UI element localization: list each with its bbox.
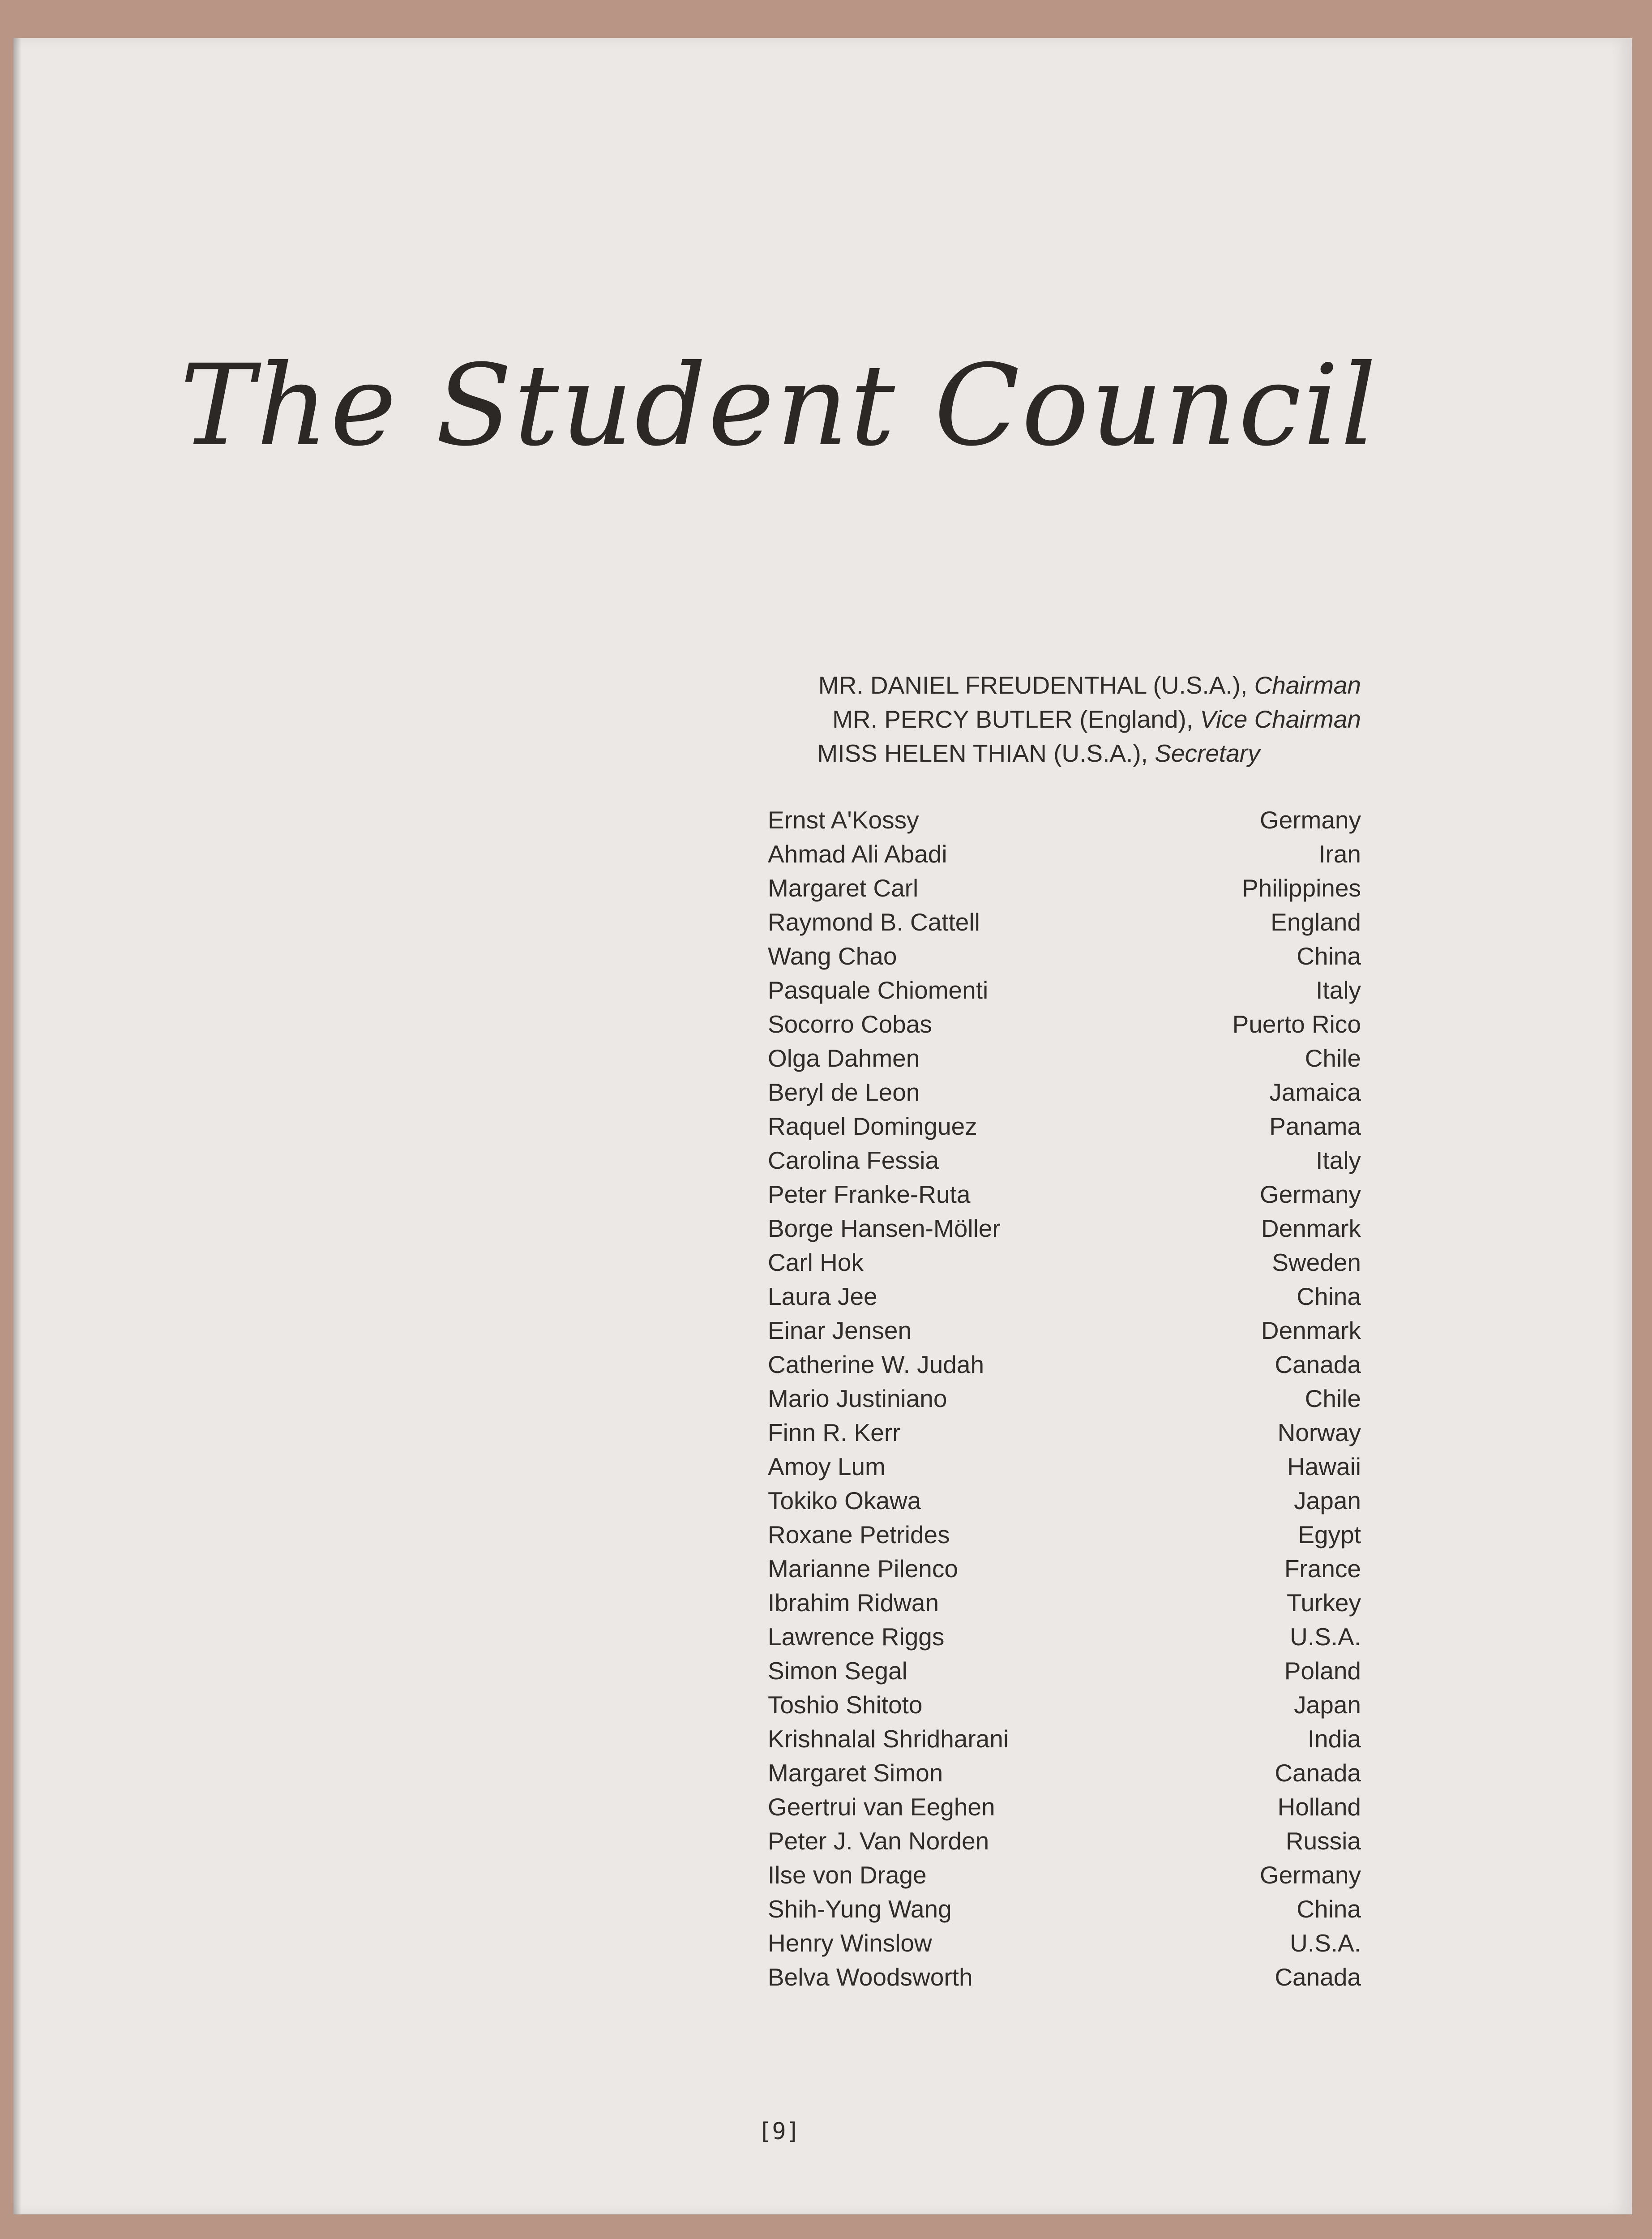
member-country: Chile (1305, 1044, 1361, 1072)
member-country: Egypt (1298, 1521, 1361, 1548)
member-name: Shih-Yung Wang (768, 1895, 952, 1923)
member-name: Pasquale Chiomenti (768, 976, 989, 1004)
member-name: Marianne Pilenco (768, 1555, 958, 1583)
member-row (768, 1450, 1361, 1484)
member-country: Germany (1259, 806, 1361, 834)
member-name: Lawrence Riggs (768, 1623, 945, 1651)
member-row (768, 1041, 1361, 1075)
member-row (768, 1245, 1361, 1279)
member-country: Canada (1275, 1963, 1361, 1991)
officer-name: MR. PERCY BUTLER (England), (832, 705, 1200, 733)
page-number: [9] (758, 2118, 800, 2145)
member-row (768, 1824, 1361, 1858)
member-country: Japan (1294, 1691, 1361, 1719)
member-country: Denmark (1261, 1317, 1361, 1344)
member-country: Norway (1277, 1419, 1361, 1446)
member-name: Henry Winslow (768, 1929, 932, 1957)
member-row (768, 1756, 1361, 1790)
member-name: Ahmad Ali Abadi (768, 840, 947, 868)
member-row (768, 1722, 1361, 1756)
member-row (768, 803, 1361, 837)
member-name: Margaret Simon (768, 1759, 943, 1787)
member-row (768, 1586, 1361, 1620)
member-country: Holland (1277, 1793, 1361, 1821)
member-row (768, 1484, 1361, 1518)
member-name: Toshio Shitoto (768, 1691, 923, 1719)
member-row (768, 1279, 1361, 1313)
member-row (768, 1552, 1361, 1586)
member-row (768, 871, 1361, 905)
member-name: Raymond B. Cattell (768, 908, 980, 936)
member-row (768, 1143, 1361, 1177)
member-row (768, 1109, 1361, 1143)
member-row (768, 1858, 1361, 1892)
member-name: Ilse von Drage (768, 1861, 927, 1889)
member-country: Italy (1316, 1146, 1361, 1174)
member-list (768, 803, 1361, 1994)
member-name: Roxane Petrides (768, 1521, 950, 1548)
member-row (768, 1892, 1361, 1926)
member-name: Ernst A'Kossy (768, 806, 919, 834)
officer-name: MISS HELEN THIAN (U.S.A.), (817, 739, 1155, 767)
member-row (768, 1654, 1361, 1688)
member-country: France (1284, 1555, 1361, 1583)
officer-chairman (761, 671, 1361, 699)
member-country: China (1297, 942, 1361, 970)
member-country: Panama (1269, 1112, 1361, 1140)
member-row (768, 973, 1361, 1007)
member-name: Beryl de Leon (768, 1078, 920, 1106)
member-country: Jamaica (1269, 1078, 1361, 1106)
officer-role: Secretary (1155, 739, 1260, 767)
member-row (768, 1313, 1361, 1347)
member-name: Simon Segal (768, 1657, 907, 1685)
member-name: Krishnalal Shridharani (768, 1725, 1009, 1753)
member-row (768, 1347, 1361, 1381)
member-row (768, 1620, 1361, 1654)
member-row (768, 1381, 1361, 1415)
member-country: U.S.A. (1290, 1623, 1361, 1651)
member-name: Amoy Lum (768, 1453, 886, 1480)
member-row (768, 1075, 1361, 1109)
member-name: Socorro Cobas (768, 1010, 932, 1038)
member-country: Russia (1285, 1827, 1361, 1855)
member-name: Carl Hok (768, 1248, 864, 1276)
member-country: China (1297, 1282, 1361, 1310)
member-country: Canada (1275, 1759, 1361, 1787)
member-name: Margaret Carl (768, 874, 919, 902)
member-name: Geertrui van Eeghen (768, 1793, 995, 1821)
member-country: Philippines (1241, 874, 1361, 902)
member-row (768, 939, 1361, 973)
officer-role: Chairman (1254, 671, 1361, 699)
member-name: Olga Dahmen (768, 1044, 920, 1072)
member-country: Germany (1259, 1861, 1361, 1889)
member-row (768, 1211, 1361, 1245)
member-country: India (1307, 1725, 1361, 1753)
member-country: Turkey (1286, 1589, 1361, 1617)
member-country: China (1297, 1895, 1361, 1923)
officer-secretary (761, 739, 1316, 768)
member-name: Tokiko Okawa (768, 1487, 921, 1514)
officer-vice-chairman (761, 705, 1361, 733)
member-row (768, 905, 1361, 939)
member-country: Japan (1294, 1487, 1361, 1514)
officer-role: Vice Chairman (1200, 705, 1361, 733)
member-country: Poland (1284, 1657, 1361, 1685)
member-name: Mario Justiniano (768, 1385, 947, 1412)
member-row (768, 1790, 1361, 1824)
member-row (768, 1926, 1361, 1960)
member-name: Raquel Dominguez (768, 1112, 977, 1140)
member-country: Iran (1318, 840, 1361, 868)
member-country: Chile (1305, 1385, 1361, 1412)
member-row (768, 1688, 1361, 1722)
member-row (768, 837, 1361, 871)
member-country: U.S.A. (1290, 1929, 1361, 1957)
member-name: Laura Jee (768, 1282, 877, 1310)
member-name: Catherine W. Judah (768, 1351, 984, 1378)
member-country: Sweden (1272, 1248, 1361, 1276)
page-title: The Student Council (180, 340, 1378, 471)
member-name: Ibrahim Ridwan (768, 1589, 939, 1617)
member-name: Finn R. Kerr (768, 1419, 901, 1446)
member-country: Canada (1275, 1351, 1361, 1378)
member-name: Peter Franke-Ruta (768, 1180, 971, 1208)
member-row (768, 1177, 1361, 1211)
member-country: Germany (1259, 1180, 1361, 1208)
member-name: Peter J. Van Norden (768, 1827, 989, 1855)
member-row (768, 1415, 1361, 1450)
member-row (768, 1518, 1361, 1552)
member-country: Hawaii (1287, 1453, 1361, 1480)
member-row (768, 1960, 1361, 1994)
member-name: Carolina Fessia (768, 1146, 939, 1174)
member-name: Borge Hansen-Möller (768, 1214, 1001, 1242)
member-country: Italy (1316, 976, 1361, 1004)
member-country: Denmark (1261, 1214, 1361, 1242)
member-row (768, 1007, 1361, 1041)
member-country: England (1271, 908, 1361, 936)
member-country: Puerto Rico (1232, 1010, 1361, 1038)
member-name: Belva Woodsworth (768, 1963, 973, 1991)
member-name: Wang Chao (768, 942, 897, 970)
member-name: Einar Jensen (768, 1317, 912, 1344)
officer-name: MR. DANIEL FREUDENTHAL (U.S.A.), (818, 671, 1254, 699)
